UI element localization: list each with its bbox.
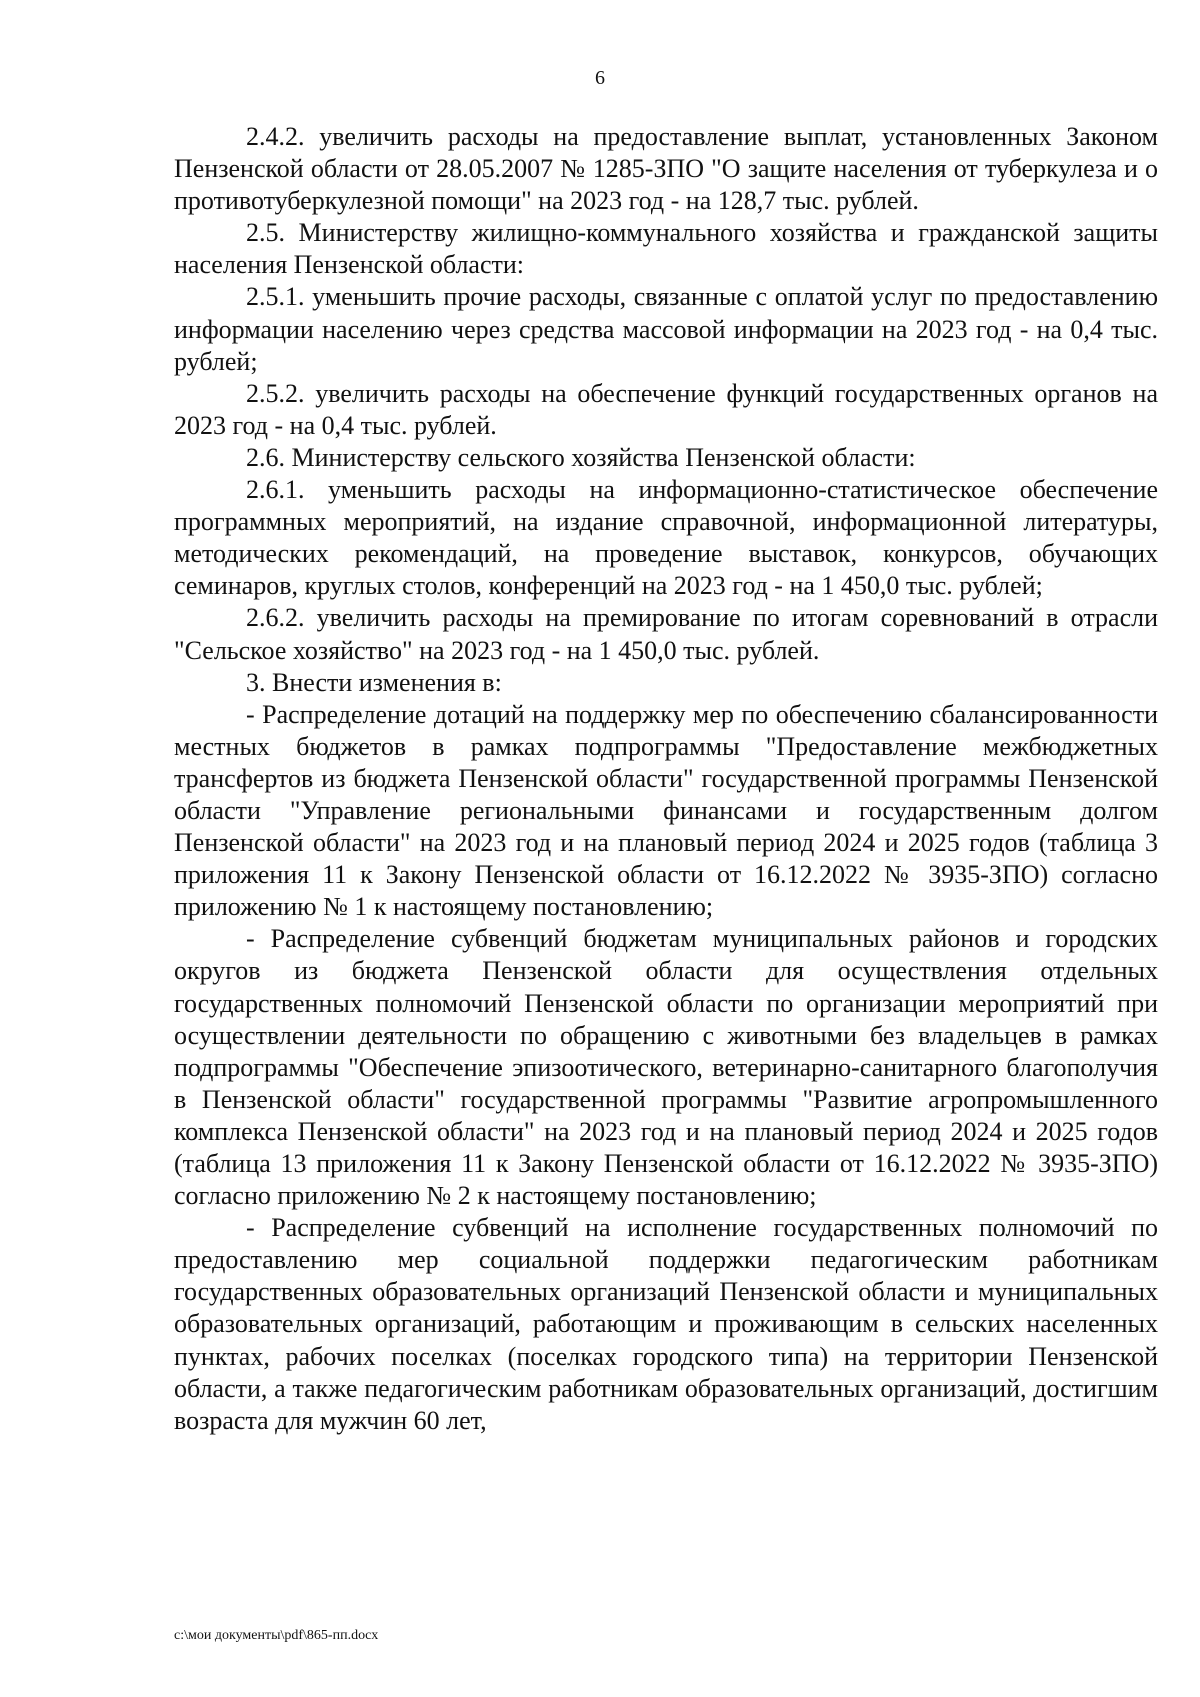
paragraph-3-item-1: - Распределение дотаций на поддержку мер по обеспечению сбалансированности местных бюджетов в рамках подпрограммы "Предоставление межбюджетных трансфертов из бюджета Пензенской области" государственной программы Пензенской области "Управление региональными финансами и государственным долгом Пензенской области" на 2023 год и на плановый период 2024 и 2025 годов (таблица 3 приложения 11 к Закону Пензенской области от 16.12.2022 № 3935-ЗПО) согласно приложению № 1 к настоящему постановлению;: [174, 699, 1158, 922]
paragraph-2-5: 2.5. Министерству жилищно-коммунального хозяйства и гражданской защиты населения Пензенской области:: [174, 218, 1158, 280]
paragraph-3-item-2: - Распределение субвенций бюджетам муниципальных районов и городских округов из бюджета Пензенской области для осуществления отдельных государственных полномочий Пензенской области по организации мероприятий при осуществлении деятельности по обращению с животными без владельцев в рамках подпрограммы "Обеспечение эпизоотического, ветеринарно-санитарного благополучия в Пензенской области" государственной программы "Развитие агропромышленного комплекса Пензенской области" на 2023 год и на плановый период 2024 и 2025 годов (таблица 13 приложения 11 к Закону Пензенской области от 16.12.2022 № 3935-ЗПО) согласно приложению № 2 к настоящему постановлению;: [174, 924, 1158, 1211]
paragraph-2-6-1: 2.6.1. уменьшить расходы на информационно-статистическое обеспечение программных мероприятий, на издание справочной, информационной литературы, методических рекомендаций, на проведение выставок, конкурсов, обучающих семинаров, круглых столов, конференций на 2023 год - на 1 450,0 тыс. рублей;: [174, 475, 1158, 601]
paragraph-2-5-1: 2.5.1. уменьшить прочие расходы, связанные с оплатой услуг по предоставлению информации населению через средства массовой информации на 2023 год - на 0,4 тыс. рублей;: [174, 282, 1158, 376]
paragraph-2-6: 2.6. Министерству сельского хозяйства Пензенской области:: [246, 442, 916, 472]
footer-file-path: c:\мои документы\pdf\865-пп.docx: [174, 1628, 379, 1643]
paragraph-2-5-2: 2.5.2. увеличить расходы на обеспечение функций государственных органов на 2023 год - на 0,4 тыс. рублей.: [174, 378, 1158, 440]
paragraph-3-item-3: - Распределение субвенций на исполнение государственных полномочий по предоставлению мер социальной поддержки педагогическим работникам государственных образовательных организаций Пензенской области и муниципальных образовательных организаций, работающим и проживающим в сельских населенных пунктах, рабочих поселках (поселках городского типа) на территории Пензенской области, а также педагогическим работникам образовательных организаций, достигшим возраста для мужчин 60 лет,: [174, 1213, 1158, 1435]
paragraph-3: 3. Внести изменения в:: [246, 667, 502, 697]
document-body: [174, 121, 1158, 1437]
paragraph-2-4-2: 2.4.2. увеличить расходы на предоставление выплат, установленных Законом Пензенской области от 28.05.2007 № 1285-ЗПО "О защите населения от туберкулеза и о противотуберкулезной помощи" на 2023 год - на 128,7 тыс. рублей.: [174, 122, 1158, 216]
paragraph-2-6-2: 2.6.2. увеличить расходы на премирование по итогам соревнований в отрасли "Сельское хозяйство" на 2023 год - на 1 450,0 тыс. рублей.: [174, 603, 1158, 665]
page-number: 6: [595, 67, 605, 89]
